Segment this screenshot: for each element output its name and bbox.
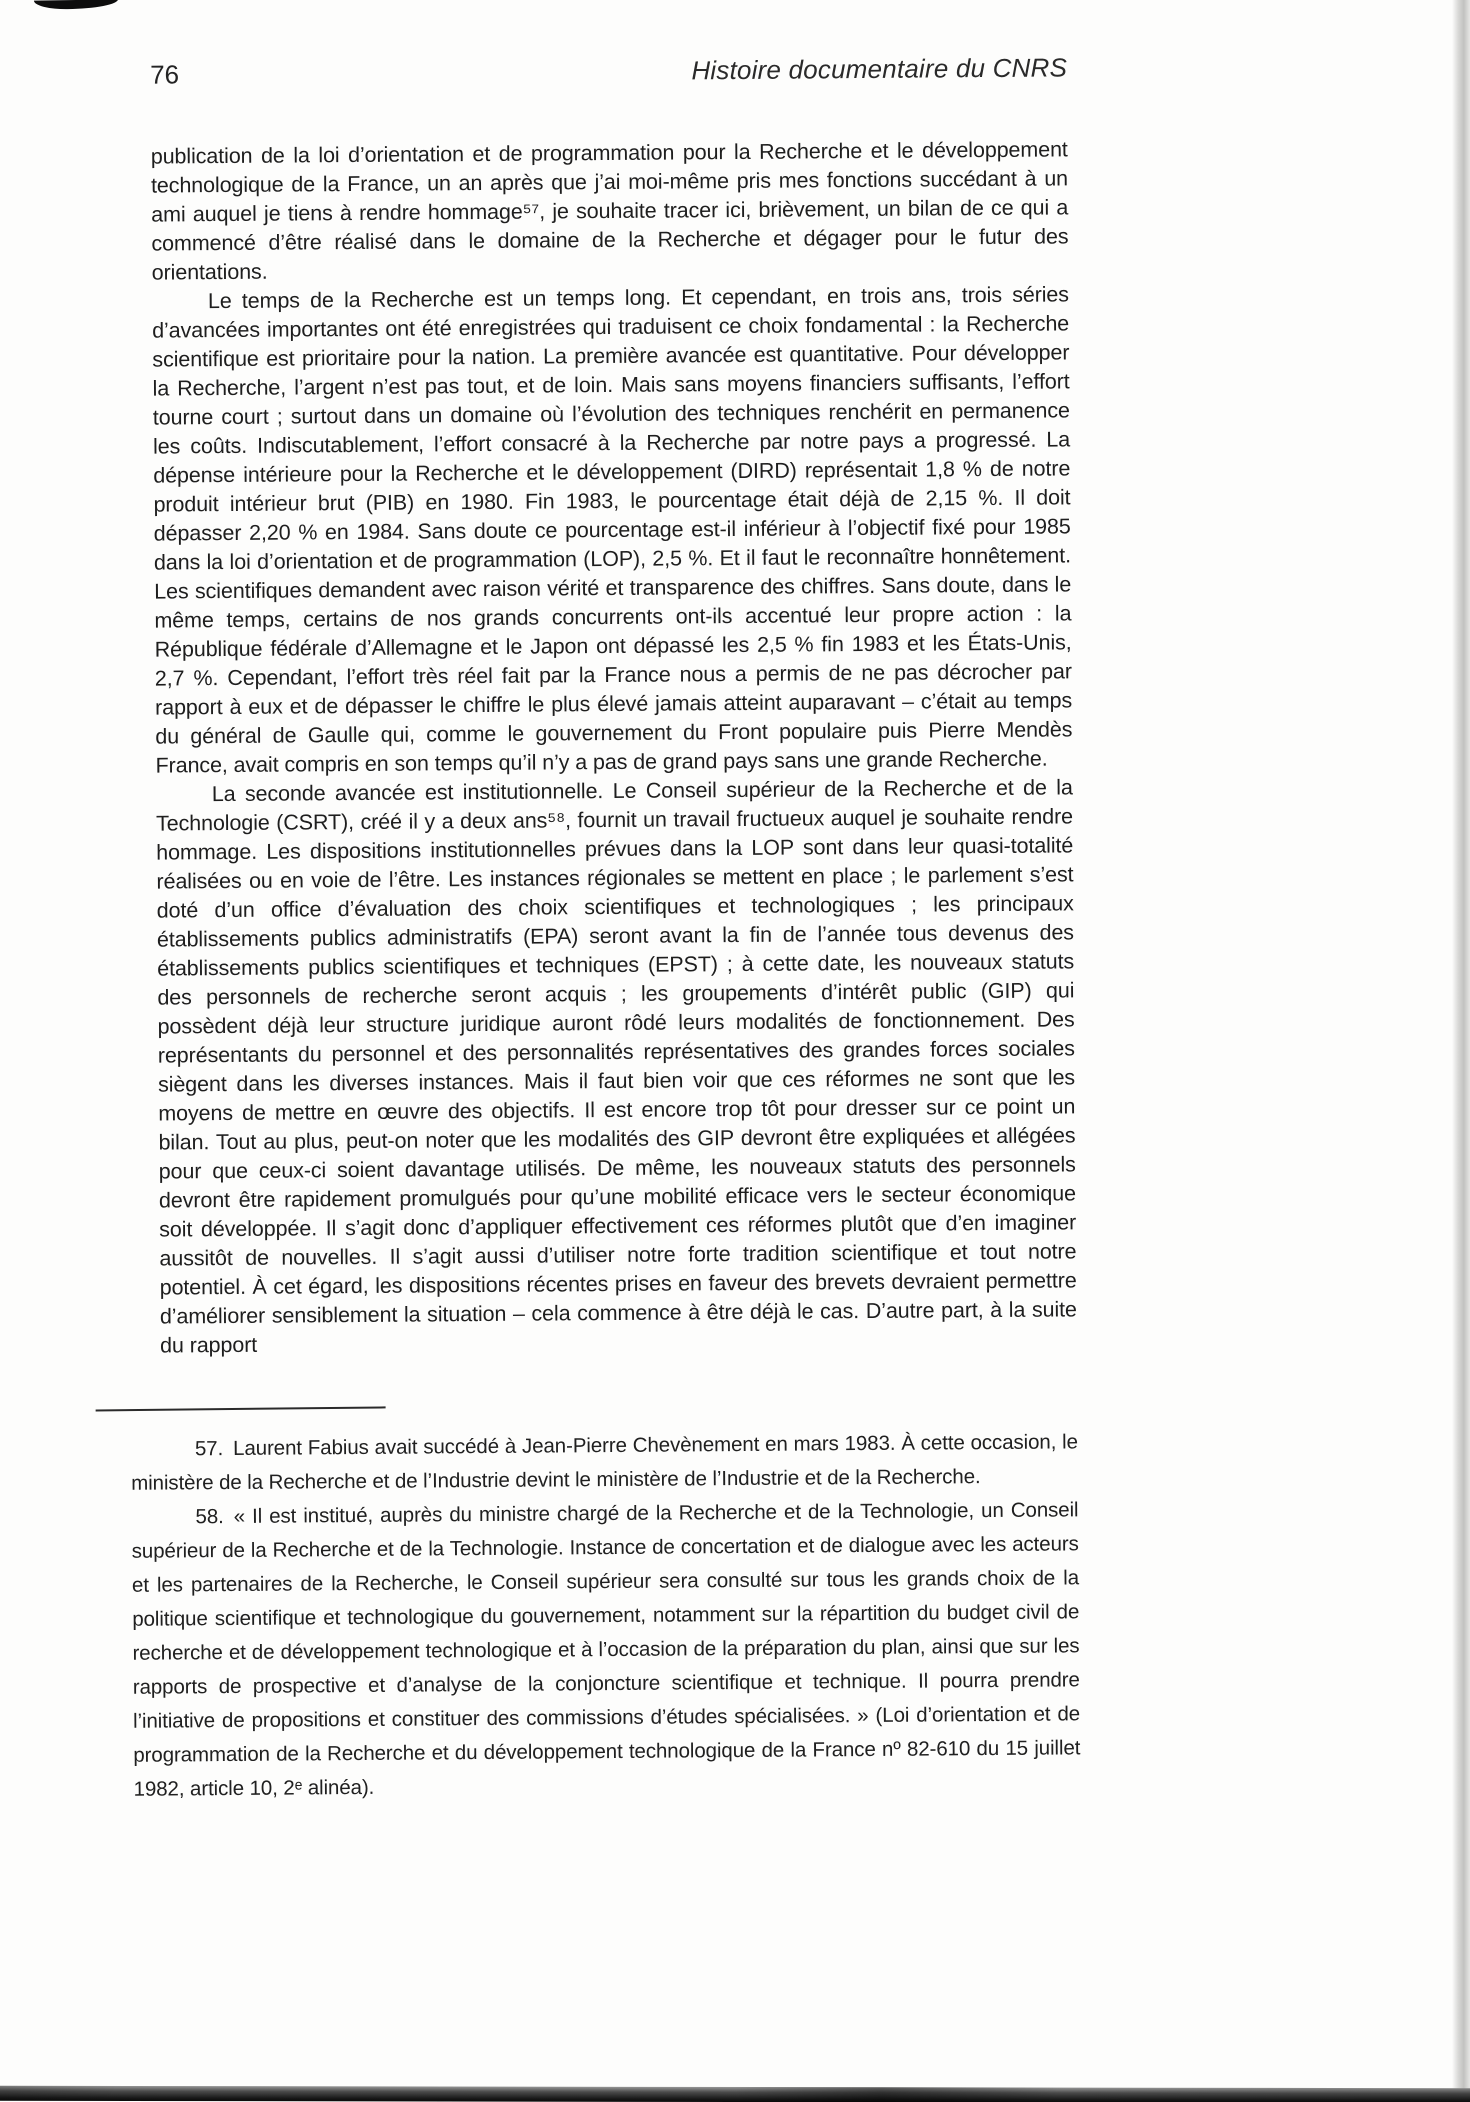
- page-header: [150, 52, 1067, 90]
- paragraph-second-advance: La seconde avancée est institutionnelle. Le Conseil supérieur de la Recherche et de la Technologie (CSRT), créé il y a deux ans⁵⁸, fournit un travail fructueux auquel je souhaite rendre hommage. Les dispositions institutionnelles prévues dans la LOP sont dans leur quasi-totalité réalisées ou en voie de l’être. Les instances régionales se mettent en place ; le parlement s’est doté d’un office d’évaluation des choix scientifiques et technologiques ; les principaux établissements publics administratifs (EPA) seront avant la fin de l’année tous devenus des établissements publics scientifiques et techniques (EPST) ; à cette date, les nouveaux statuts des personnels de recherche seront acquis ; les groupements d’intérêt public (GIP) qui possèdent déjà leur structure juridique auront rôdé leurs modalités de fonctionnement. Des représentants du personnel et des personnalités représentatives des grandes forces sociales siègent dans les diverses instances. Mais il faut bien voir que ces réformes ne sont que les moyens de mettre en œuvre des objectifs. Il est encore trop tôt pour dresser sur ce point un bilan. Tout au plus, peut-on noter que les modalités des GIP devront être expliquées et allégées pour que ceux-ci soient davantage utilisés. De même, les nouveaux statuts des personnels devront être rapidement promulgués pour qu’une mobilité efficace vers le secteur économique soit développée. Il s’agit donc d’appliquer effectivement ces réformes plutôt que d’en imaginer aussitôt de nouvelles. Il s’agit aussi d’utiliser notre forte tradition scientifique et tout notre potentiel. À cet égard, les dispositions récentes prises en faveur des brevets devraient permettre d’améliorer sensiblement la situation – cela commence à être déjà le cas. D’autre part, à la suite du rapport: [155, 775, 1077, 1358]
- paragraph-continuation: publication de la loi d’orientation et de programmation pour la Recherche et le développement technologique de la France, un an après que j’ai moi-même pris mes fonctions succédant à un ami auquel je tiens à rendre hommage⁵⁷, je souhaite tracer ici, brièvement, un bilan de ce qui a commencé d’être réalisé dans le domaine de la Recherche et dégager pour le futur des orientations.: [150, 137, 1069, 285]
- paragraph-first-advance: Le temps de la Recherche est un temps long. Et cependant, en trois ans, trois séries d’avancées importantes ont été enregistrées qui traduisent ce choix fondamental : la Recherche scientifique est prioritaire pour la nation. La première avancée est quantitative. Pour développer la Recherche, l’argent n’est pas tout, et de loin. Mais sans moyens financiers suffisants, l’effort tourne court ; surtout dans un domaine où l’évolution des techniques renchérit en permanence les coûts. Indiscutablement, l’effort consacré à la Recherche par notre pays a progressé. La dépense intérieure pour la Recherche et le développement (DIRD) représentait 1,8 % de notre produit intérieur brut (PIB) en 1980. Fin 1983, le pourcentage était déjà de 2,15 %. Il doit dépasser 2,20 % en 1984. Sans doute ce pourcentage est-il inférieur à l’objectif fixé pour 1985 dans la loi d’orientation et de programmation (LOP), 2,5 %. Et il faut le reconnaître honnêtement. Les scientifiques demandent avec raison vérité et transparence des chiffres. Sans doute, dans le même temps, certains de nos grands concurrents ont-ils accentué leur propre action : la République fédérale d’Allemagne et le Japon ont dépassé les 2,5 % fin 1983 et les États-Unis, 2,7 %. Cependant, l’effort très réel fait par la France nous a permis de ne pas décrocher par rapport à eux et de dépasser le chiffre le plus élevé jamais atteint auparavant – c’était au temps du général de Gaulle qui, comme le gouvernement du Front populaire puis Pierre Mendès France, avait compris en son temps qu’il n’y a pas de grand pays sans une grande Recherche.: [152, 282, 1073, 778]
- footnote-57: [131, 1425, 1079, 1500]
- page-content: [0, 49, 1470, 1807]
- body-text: [151, 135, 1078, 1360]
- footnote-number: 58.: [195, 1505, 224, 1529]
- page-edge-shadow: [1452, 0, 1470, 2102]
- scan-artifact-bottom-band: [0, 2086, 1470, 2102]
- scan-artifact-top-streak: [34, 0, 118, 10]
- footnote-text: « Il est institué, auprès du ministre chargé de la Recherche et de la Technologie, un Conseil supérieur de la Recherche et de la Technologie. Instance de concertation et de dialogue avec les acteurs et les partenaires de la Recherche, le Conseil supérieur sera consulté sur tous les grands choix de la politique scientifique et technologique du gouvernement, notamment sur la répartition du budget civil de recherche et de développement technologique et à l’occasion de la préparation du plan, ainsi que sur les rapports de prospective et d’analyse de la conjoncture scientifique et technique. Il pourra prendre l’initiative de propositions et constituer des commissions d’études spécialisées. » (Loi d’orientation et de programmation de la Recherche et du développement technologique de la France nº 82-610 du 15 juillet 1982, article 10, 2ᵉ alinéa).: [131, 1498, 1081, 1801]
- footnote-58: [131, 1493, 1080, 1806]
- running-title: Histoire documentaire du CNRS: [691, 52, 1068, 86]
- page-number: 76: [150, 59, 180, 90]
- footnote-separator-rule: [96, 1406, 386, 1411]
- footnote-number: 57.: [194, 1437, 224, 1461]
- footnote-text: Laurent Fabius avait succédé à Jean-Pierre Chevènement en mars 1983. À cette occasion, le ministère de la Recherche et de l’Industrie devint le ministère de l’Industrie et de la Recherche.: [131, 1430, 1078, 1495]
- footnotes: [131, 1425, 1081, 1806]
